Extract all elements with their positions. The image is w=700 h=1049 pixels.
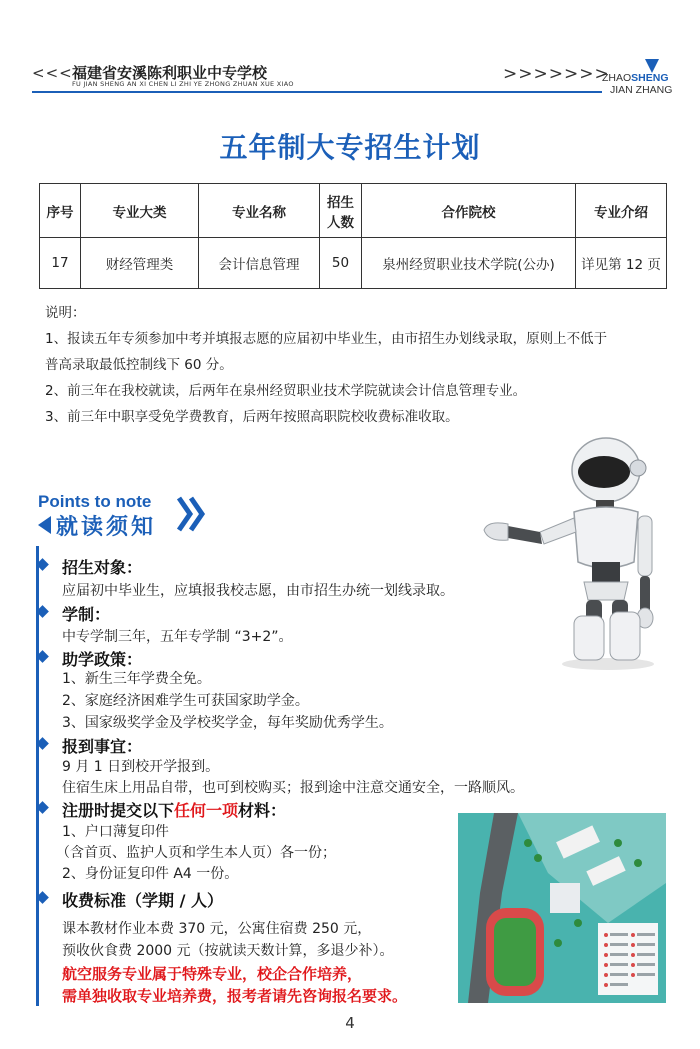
school-pinyin: FU JIAN SHENG AN XI CHEN LI ZHI YE ZHONG ZHUAN XUE XIAO bbox=[72, 80, 294, 88]
fees-line-1: 课本教材作业本费 370 元，公寓住宿费 250 元， bbox=[62, 921, 372, 937]
points-heading-en: Points to note bbox=[38, 492, 152, 511]
note-1a: 1、报读五年专须参加中考并填报志愿的应届初中毕业生，由市招生办划线录取，原则上不低于 bbox=[45, 331, 608, 347]
section-title-materials: 注册时提交以下任何一项材料： bbox=[62, 801, 287, 820]
cell-category: 财经管理类 bbox=[81, 238, 199, 289]
fees-special-note-2: 需单独收取专业培养费，报考者请先咨询报名要求。 bbox=[62, 987, 408, 1005]
logo-triangle-icon bbox=[645, 59, 659, 73]
enrollment-table bbox=[39, 183, 667, 289]
materials-line-2: （含首页、监护人页和学生本人页）各一份； bbox=[56, 845, 336, 861]
section-text-target: 应届初中毕业生，应填报我校志愿，由市招生办统一划线录取。 bbox=[62, 583, 454, 599]
aid-item-3: 3、国家级奖学金及学校奖学金，每年奖励优秀学生。 bbox=[62, 715, 393, 731]
section-title-aid: 助学政策： bbox=[62, 650, 143, 669]
cell-enroll: 50 bbox=[320, 238, 362, 289]
campus-map-illustration bbox=[458, 813, 666, 1003]
materials-line-1: 1、户口薄复印件 bbox=[62, 824, 169, 840]
section-title-fees: 收费标准（学期 / 人） bbox=[62, 891, 223, 910]
cell-index: 17 bbox=[40, 238, 81, 289]
section-title-system: 学制： bbox=[62, 605, 111, 624]
robot-illustration bbox=[478, 432, 668, 672]
fees-special-note-1: 航空服务专业属于特殊专业，校企合作培养， bbox=[62, 965, 363, 983]
page-title: 五年制大专招生计划 bbox=[219, 131, 481, 164]
play-left-icon bbox=[38, 516, 51, 534]
table-row bbox=[40, 238, 667, 289]
cell-major: 会计信息管理 bbox=[199, 238, 320, 289]
header-category: 专业大类 bbox=[81, 184, 199, 238]
aid-item-1: 1、新生三年学费全免。 bbox=[62, 671, 211, 687]
header-arrows-left: <<< bbox=[32, 64, 73, 82]
cell-partner: 泉州经贸职业技术学院(公办) bbox=[362, 238, 576, 289]
header-divider bbox=[32, 91, 602, 93]
header-arrows-right: >>>>>>> bbox=[503, 64, 610, 84]
logo-line-2: JIAN ZHANG bbox=[610, 84, 673, 96]
points-heading-zh: 就读须知 bbox=[56, 515, 157, 540]
school-name: 福建省安溪陈利职业中专学校 bbox=[72, 64, 268, 82]
header-enroll: 招生 人数 bbox=[320, 184, 362, 238]
section-text-system: 中专学制三年，五年专学制 “3+2”。 bbox=[62, 629, 293, 645]
table-header-row bbox=[40, 184, 667, 238]
cell-intro: 详见第 12 页 bbox=[576, 238, 667, 289]
points-vertical-line bbox=[36, 546, 39, 1006]
section-title-target: 招生对象： bbox=[62, 558, 143, 577]
aid-item-2: 2、家庭经济困难学生可获国家助学金。 bbox=[62, 693, 309, 709]
page-number: 4 bbox=[345, 1014, 355, 1032]
note-3: 3、前三年中职享受免学费教育，后两年按照高职院校收费标准收取。 bbox=[45, 409, 459, 425]
header-intro: 专业介绍 bbox=[576, 184, 667, 238]
note-1b: 普高录取最低控制线下 60 分。 bbox=[45, 357, 233, 373]
fees-line-2: 预收伙食费 2000 元（按就读天数计算，多退少补）。 bbox=[62, 943, 394, 959]
report-line-2: 住宿生床上用品自带，也可到校购买；报到途中注意交通安全，一路顺风。 bbox=[62, 780, 524, 796]
header-major: 专业名称 bbox=[199, 184, 320, 238]
double-chevron-icon bbox=[176, 494, 208, 534]
header-partner: 合作院校 bbox=[362, 184, 576, 238]
section-title-report: 报到事宜： bbox=[62, 737, 143, 756]
note-2: 2、前三年在我校就读，后两年在泉州经贸职业技术学院就读会计信息管理专业。 bbox=[45, 383, 527, 399]
notes-label: 说明： bbox=[45, 305, 86, 321]
header-index: 序号 bbox=[40, 184, 81, 238]
materials-line-3: 2、身份证复印件 A4 一份。 bbox=[62, 866, 239, 882]
report-line-1: 9 月 1 日到校开学报到。 bbox=[62, 759, 220, 775]
logo-line-1: ZHAOSHENG bbox=[602, 72, 669, 84]
